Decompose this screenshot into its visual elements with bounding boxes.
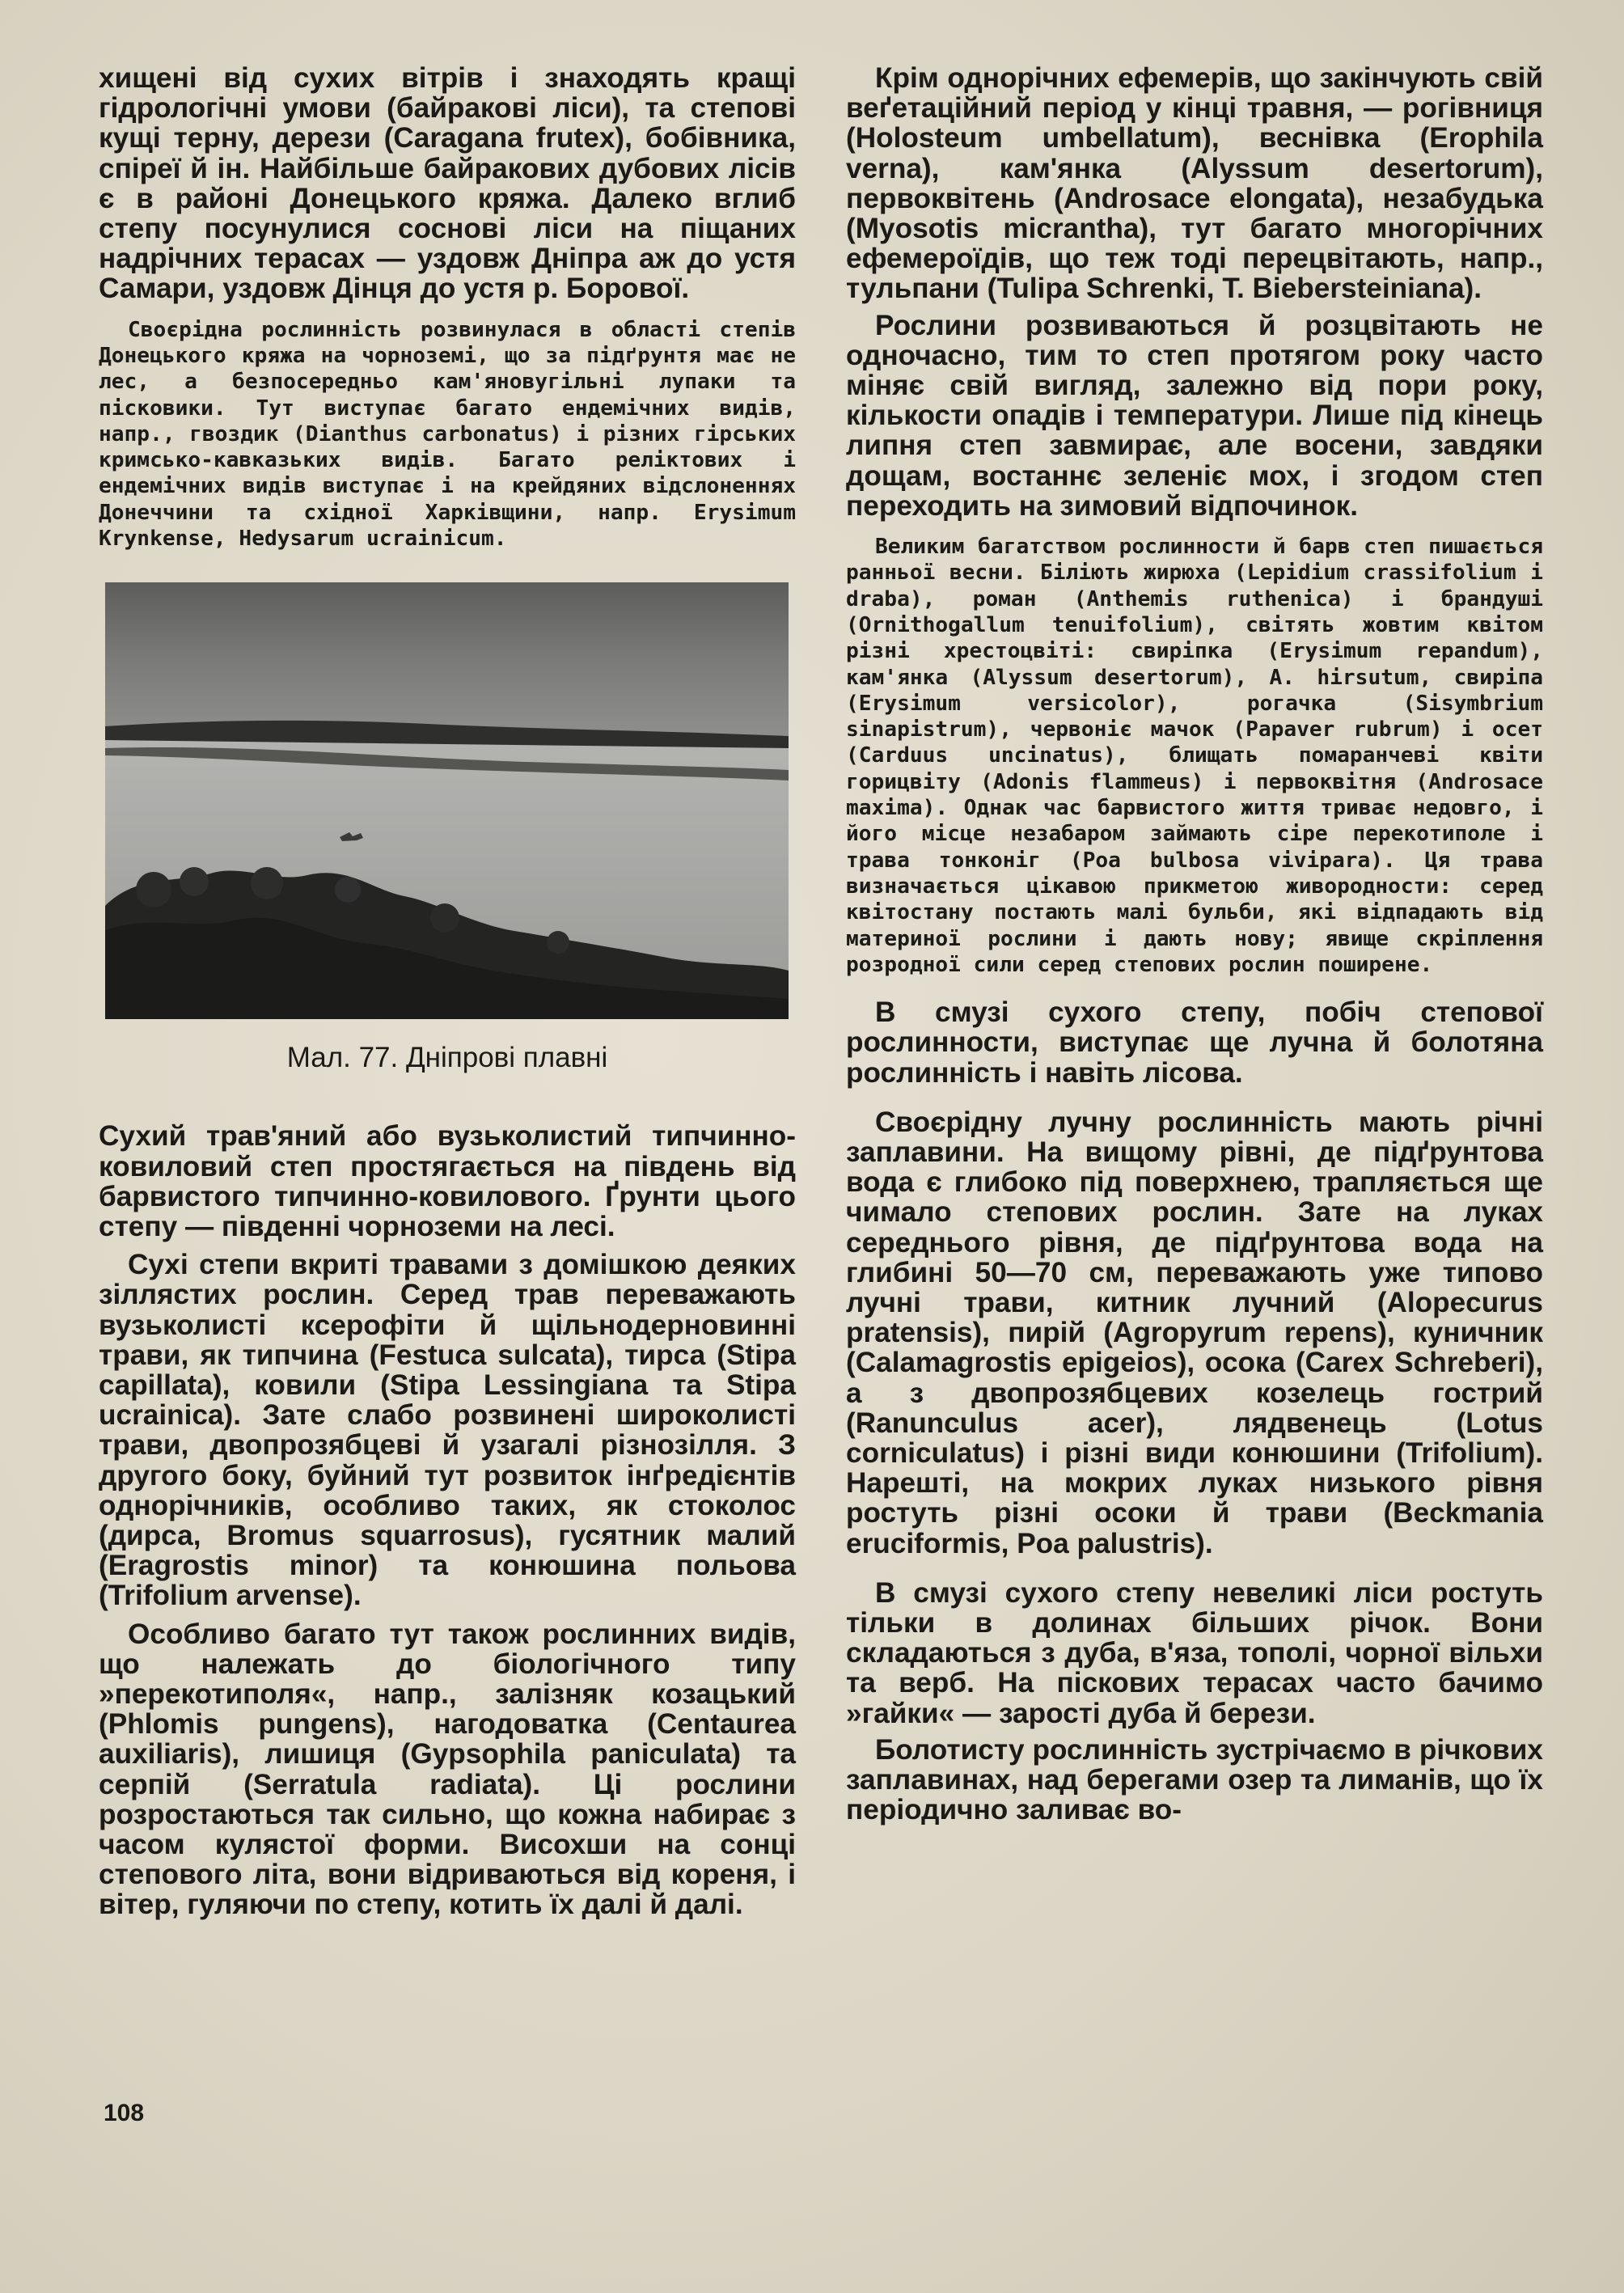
paragraph: Болотисту рослинність зустрічаємо в річкових заплавинах, над берегами озер та лиманів, що їх періодично заливає во- [846, 1733, 1543, 1826]
photo-illustration [105, 582, 789, 1019]
paragraph: Рослини розвиваються й розцвітають не одночасно, тим то степ протягом року часто міняє свій вигляд, залежно від пори року, кількости опадів і температури. Лише під кінець липня степ завмирає, але восени, завдяки дощам, востаннє зеленіє мох, і згодом степ переходить на зимовий відпочинок. [846, 309, 1543, 522]
small-print-paragraph: Великим багатством рослинности й барв степ пишається ранньої весни. Біліють жирюха (Lepidium crassifolium і draba), роман (Anthemis ruthenica) і брандуші (Ornithogallum tenuifolium), світять жовтим квітом різні хрестоцвіті: свиріпка (Erysimum repandum), кам'янка (Alyssum desertorum), A. hirsutum, свиріпа (Erysimum versicolor), рогачка (Sisymbrium sinapistrum), червоніє мачок (Papaver rubrum) і осет (Carduus uncinatus), блищать помаранчеві квіти горицвіту (Adonis flammeus) і первоквітня (Androsace maxima). Однак час барвистого життя триває недовго, і його місце незабаром займають сіре перекотиполе і трава тонконіг (Poa bulbosa vivipara). Ця трава визначається цікавою прикметою живородности: серед квітостану постають малі бульби, які відпадають від материної рослини і дають нову; явище скріплення розродної сили серед степових рослин поширене. [846, 535, 1543, 977]
page-number: 108 [104, 2100, 145, 2126]
paragraph: В смузі сухого степу, побіч степової рослинности, виступає ще лучна й болотяна рослинність і навіть лісова. [846, 996, 1543, 1089]
paragraph: хищені від сухих вітрів і знаходять кращі гідрологічні умови (байракові ліси), та степові кущі терну, дерези (Caragana frutex), бобівника, спіреї й ін. Найбільше байракових дубових лісів є в районі Донецького кряжа. Далеко вглиб степу посунулися соснові ліси на піщаних надрічних терасах — уздовж Дніпра аж до устя Самари, уздовж Дінця до устя р. Борової. [99, 62, 796, 305]
paragraph: В смузі сухого степу невеликі ліси ростуть тільки в долинах більших річок. Вони складаються з дуба, в'яза, тополі, чорної вільхи та верб. На піскових терасах часто бачимо »гайки« — зарості дуба й берези. [846, 1576, 1543, 1729]
paragraph: Крім однорічних ефемерів, що закінчують свій веґетаційний період у кінці травня, — рогівниця (Holosteum umbellatum), веснівка (Erophila verna), кам'янка (Alyssum desertorum), первоквітень (Androsace elongata), незабудька (Myosotis micrantha), тут багато многорічних ефемероїдів, що теж тоді перецвітають, напр., тульпани (Tulipa Schrenki, T. Biebersteiniana). [846, 62, 1543, 305]
figure-dnipro-floodplain-photo [105, 582, 789, 1019]
right-column [846, 63, 1543, 1825]
paragraph: Особливо багато тут також рослинних видів, що належать до біологічного типу »перекотиполя«, напр., залізняк козацький (Phlomis pungens), нагодоватка (Centaurea auxiliaris), лишиця (Gypsophila paniculata) та серпій (Serratula radiata). Ці рослини розростаються так сильно, що кожна набирає з часом кулястої форми. Висохши на сонці степового літа, вони відриваються від кореня, і вітер, гуляючи по степу, котить їх далі й далі. [99, 1618, 796, 1921]
small-print-paragraph: Своєрідна рослинність розвинулася в області степів Донецького кряжа на чорноземі, що за підґрунтя має не лес, а безпосередньо кам'яновугільні лупаки та пісковики. Тут виступає багато ендемічних видів, напр., гвоздик (Dianthus carbonatus) і різних гірських кримсько-кавказьких видів. Багато реліктових і ендемічних видів виступає і на крейдяних відслоненнях Донеччини та східної Харківщини, напр. Erysimum Krynkense, Hedysarum ucrainicum. [99, 317, 797, 551]
figure-caption: Мал. 77. Дніпрові плавні [286, 1042, 608, 1074]
paragraph: Сухий трав'яний або вузьколистий типчинно-ковиловий степ простягається на південь від барвистого типчинно-ковилового. Ґрунти цього степу — південні чорноземи на лесі. [99, 1120, 796, 1242]
paragraph: Сухі степи вкриті травами з домішкою деяких зіллястих рослин. Серед трав переважають вузьколисті ксерофіти й щільнодерновинні трави, як типчина (Festuca sulcata), тирса (Stipa capillata), ковили (Stipa Lessingiana та Stipa ucrainica). Зате слабо розвинені широколисті трави, двопрозябцеві й узагалі різнозілля. З другого боку, буйний тут розвиток інґредієнтів однорічників, особливо таких, як стоколос (дирса, Bromus squarrosus), гусятник малий (Eragrostis minor) та конюшина польова (Trifolium arvense). [99, 1249, 796, 1612]
paragraph: Своєрідну лучну рослинність мають річні заплавини. На вищому рівні, де підґрунтова вода є глибоко під поверхнею, трапляється ще чимало степових рослин. Зате на луках середнього рівня, де підґрунтова вода на глибині 50—70 см, переважають уже типово лучні трави, китник лучний (Alopecurus pratensis), пирій (Agropyrum repens), куничник (Calamagrostis epigeios), осока (Carex Schreberi), а з двопрозябцевих козелець гострий (Ranunculus acer), лядвенець (Lotus corniculatus) і різні види конюшини (Trifolium). Нарешті, на мокрих луках низького рівня ростуть різні осоки й трави (Beckmania eruciformis, Poa palustris). [846, 1106, 1543, 1559]
left-column [99, 63, 796, 1920]
